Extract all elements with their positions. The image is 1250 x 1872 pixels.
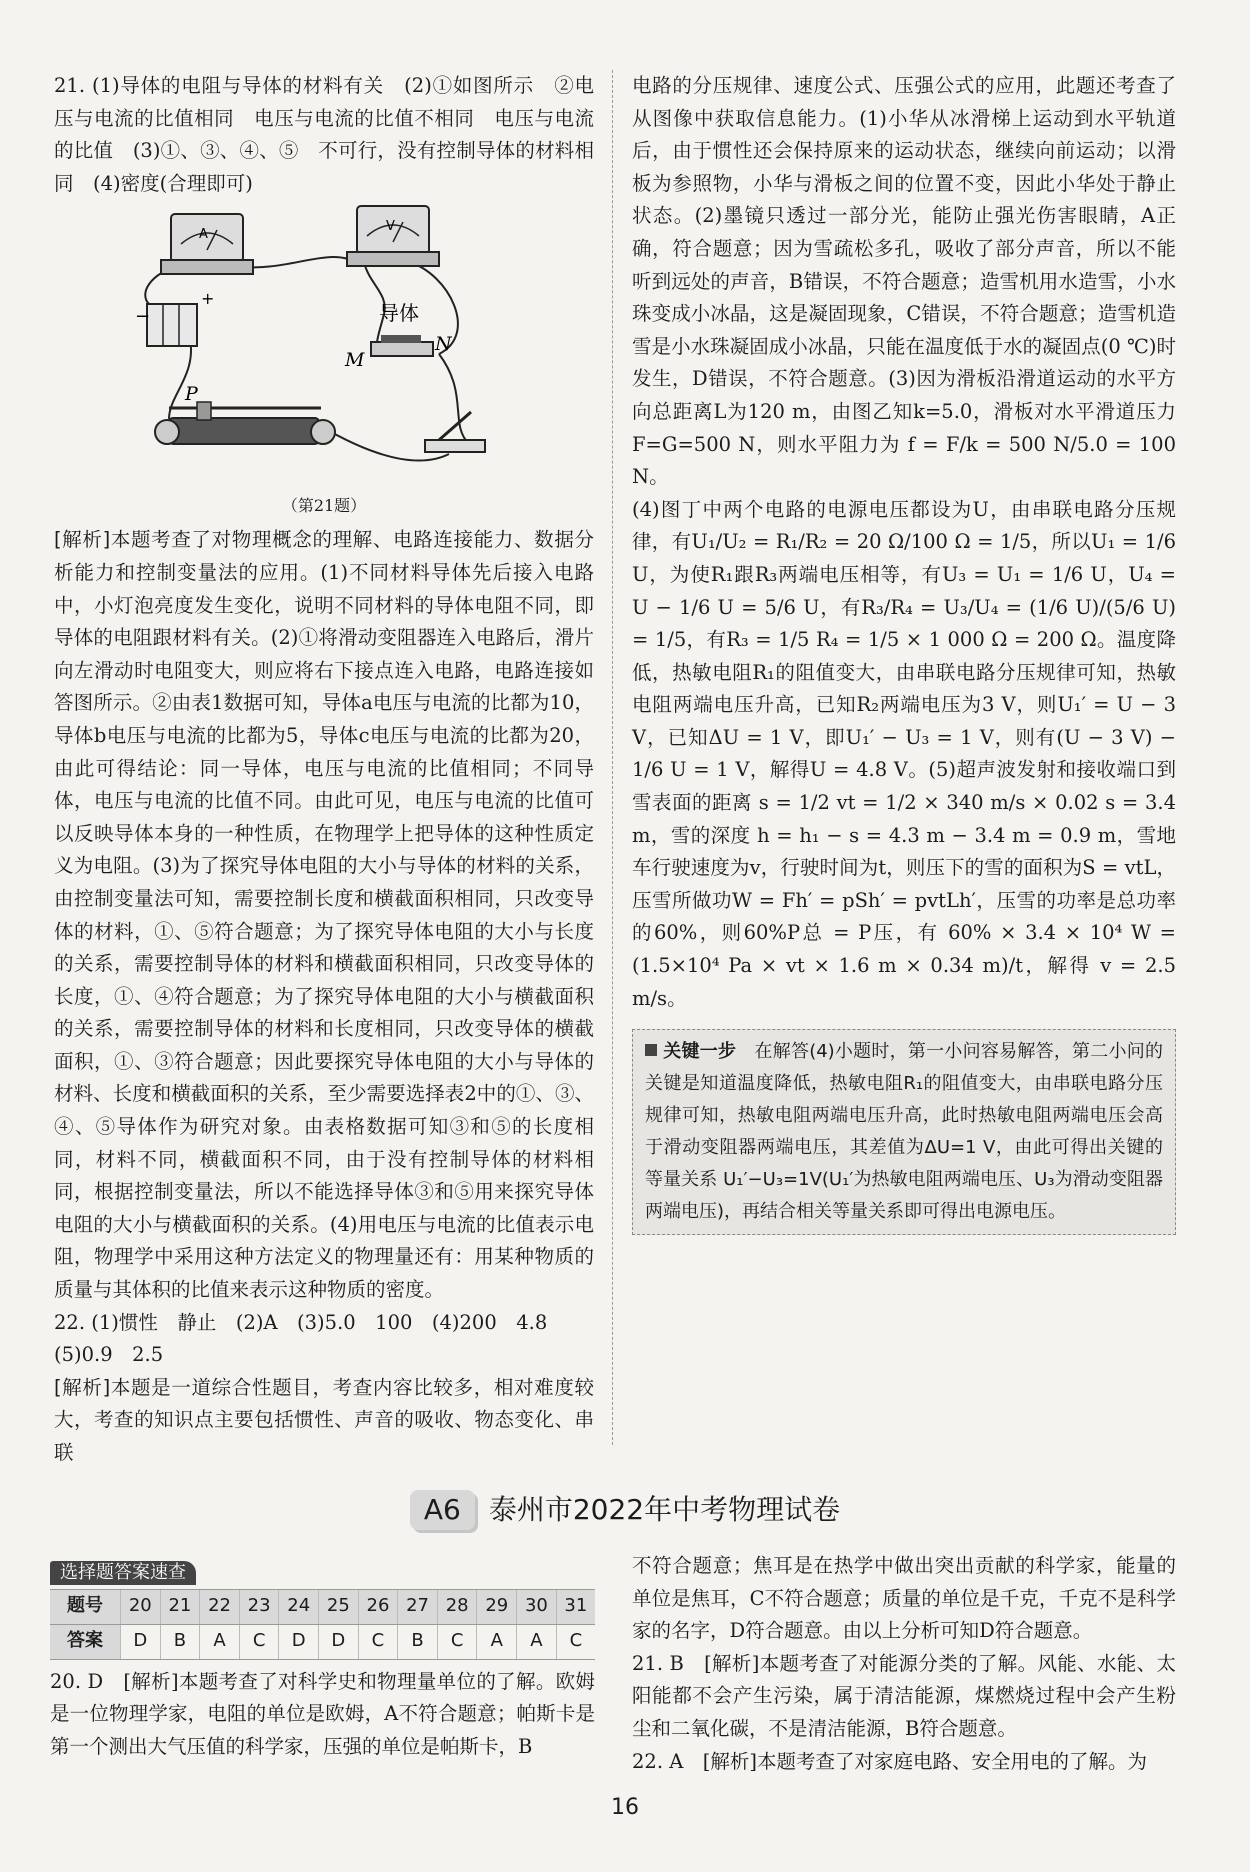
- ammeter-label: A: [199, 227, 208, 243]
- row-label-answers: 答案: [50, 1624, 121, 1659]
- answer-cell: D: [279, 1624, 319, 1659]
- question-number: 21: [160, 1589, 200, 1624]
- key-step-text: 在解答(4)小题时，第一小问容易解答，第二小问的关键是知道温度降低，热敏电阻R₁的阻值变大，由串联电路分压规律可知，热敏电阻两端电压升高，此时热敏电阻两端电压会高于滑动变阻器两端电压，其差值为ΔU=1 V，由此可得出关键的等量关系 U₁′−U₃=1V(U₁′为热敏电阻两端电压、U₃为滑动变阻器两端电压)，再结合相关等量关系即可得出电源电压。: [645, 1041, 1164, 1223]
- question-number: 22: [200, 1589, 240, 1624]
- q21-analysis: 本题考查了对物理概念的理解、电路连接能力、数据分析能力和控制变量法的应用。(1)不同材料导体先后接入电路中，小灯泡亮度发生变化，说明不同材料的导体电阻不同，即导体的电阻跟材料有关。(2)①将滑动变阻器连入电路后，滑片向左滑动时电阻变大，则应将右下接点连入电路，电路连接如答图所示。②由表1数据可知，导体a电压与电流的比都为10，导体b电压与电流的比都为5，导体c电压与电流的比都为20，由此可得结论：同一导体，电压与电流的比值相同；不同导体，电压与电流的比值不同。由此可见，电压与电流的比值可以反映导体本身的一种性质，在物理学上把导体的这种性质定义为电阻。(3)为了探究导体电阻的大小与导体的材料的关系，由控制变量法可知，需要控制长度和横截面积相同，只改变导体的材料，①、⑤符合题意；为了探究导体电阻的大小与长度的关系，需要控制导体的材料和横截面积相同，只改变导体的长度，①、④符合题意；为了探究导体电阻的大小与横截面积的关系，需要控制导体的材料和长度相同，只改变导体的横截面积，①、③符合题意；因此要探究导体电阻的大小与导体的材料、长度和横截面积的关系，至少需要选择表2中的①、③、④、⑤导体作为研究对象。由表格数据可知③和⑤的长度相同，材料不同，横截面积不同，由于没有控制导体的材料相同，根据控制变量法，所以不能选择导体③和⑤用来探究导体电阻的大小与横截面积的关系。(4)用电压与电流的比值表示电阻，物理学中采用这种方法定义的物理量还有：用某种物质的质量与其体积的比值来表示这种物质的密度。: [54, 528, 594, 1302]
- answer-cell: C: [239, 1624, 279, 1659]
- question-number: 30: [517, 1589, 557, 1624]
- q21-answer: 21. (1)导体的电阻与导体的材料有关 (2)①如图所示 ②电压与电流的比值相同 电压与电流的比值不相同 电压与电流的比值 (3)①、③、④、⑤ 不可行，没有控制导体的材料相同 (4)密度(合理即可): [54, 74, 594, 195]
- key-step-title: 关键一步: [663, 1041, 737, 1063]
- question-number: 26: [358, 1589, 398, 1624]
- figure-caption: （第21题）: [281, 496, 367, 516]
- answer-cell: B: [160, 1624, 200, 1659]
- answer-table-row-answers: [50, 1624, 595, 1659]
- q21-analysis-a6: 21. B [解析]本题考查了对能源分类的了解。风能、水能、太阳能都不会产生污染，属于清洁能源，煤燃烧过程中会产生粉尘和二氧化碳，不是清洁能源，B符合题意。: [632, 1651, 1176, 1740]
- question-number: 23: [239, 1589, 279, 1624]
- voltmeter-label: V: [386, 219, 395, 235]
- question-number: 28: [437, 1589, 477, 1624]
- column-divider: [612, 70, 613, 1445]
- key-step-box: [632, 1029, 1176, 1235]
- question-number: 27: [398, 1589, 438, 1624]
- voltmeter: [347, 206, 439, 266]
- answer-cell: A: [477, 1624, 517, 1659]
- switch: [425, 412, 485, 452]
- point-m-label: M: [345, 349, 365, 372]
- point-p-label: P: [185, 383, 198, 406]
- answer-cell: B: [398, 1624, 438, 1659]
- q22-answer-line2: (5)0.9 2.5: [54, 1343, 164, 1367]
- battery: [147, 304, 197, 346]
- q22-analysis: 本题是一道综合性题目，考查内容比较多，相对难度较大，考查的知识点主要包括惯性、声音的吸收、物态变化、串联: [54, 1375, 594, 1464]
- section-title: 泰州市2022年中考物理试卷: [488, 1493, 841, 1526]
- question-number: 31: [556, 1589, 595, 1624]
- bottom-left-column: [50, 1556, 595, 1763]
- q20-analysis: 20. D [解析]本题考查了对科学史和物理量单位的了解。欧姆是一位物理学家，电阻的单位是欧姆，A不符合题意；帕斯卡是第一个测出大气压值的科学家，压强的单位是帕斯卡，B: [50, 1669, 595, 1758]
- point-n-label: N: [435, 333, 452, 356]
- answer-cell: A: [200, 1624, 240, 1659]
- answer-cell: C: [358, 1624, 398, 1659]
- answer-table: [50, 1589, 595, 1660]
- q22-analysis-part4: (4)图丁中两个电路的电源电压都设为U，由串联电路分压规律，有U₁/U₂ = R₁/R₂ = 20 Ω/100 Ω = 1/5，所以U₁ = 1/6 U，为使R₁跟R₃两端电压相等，有U₃ = U₁ = 1/6 U，U₄ = U − 1/6 U = 5/6 U，有R₃/R₄ = U₃/U₄ = (1/6 U)/(5/6 U) = 1/5，有R₃ = 1/5 R₄ = 1/5 × 1 000 Ω = 200 Ω。温度降低，热敏电阻R₁的阻值变大，由串联电路分压规律可知，热敏电阻两端电压升高，已知R₂两端电压为3 V，则U₁′ = U − 3 V，已知ΔU = 1 V，即U₁′ − U₃ = 1 V，则有(U − 3 V) − 1/6 U = 1 V，解得U = 4.8 V。(5)超声波发射和接收端口到雪表面的距离 s = 1/2 vt = 1/2 × 340 m/s × 0.02 s = 3.4 m，雪的深度 h = h₁ − s = 4.3 m − 3.4 m = 0.9 m，雪地车行驶速度为v，行驶时间为t，则压下的雪的面积为S = vtL，压雪所做功W = Fh′ = pSh′ = pvtLh′，压雪的功率是总功率的60%，则60%P总 = P压，有 60% × 3.4 × 10⁴ W = (1.5×10⁴ Pa × vt × 1.6 m × 0.34 m)/t，解得 v = 2.5 m/s。: [632, 497, 1176, 1010]
- page-number: 16: [611, 1795, 639, 1820]
- q20-analysis-continued: 不符合题意；焦耳是在热学中做出突出贡献的科学家，能量的单位是焦耳，C不符合题意；质量的单位是千克，千克不是科学家的名字，D符合题意。由以上分析可知D符合题意。: [632, 1554, 1176, 1643]
- left-column: [54, 70, 594, 1470]
- answer-cell: D: [319, 1624, 359, 1659]
- row-label-numbers: 题号: [50, 1589, 121, 1624]
- conductor-label: 导体: [379, 301, 419, 326]
- key-step-icon: [645, 1044, 657, 1056]
- conductor: [371, 335, 433, 356]
- battery-plus: +: [201, 289, 215, 309]
- section-badge: A6: [410, 1490, 475, 1530]
- q22-analysis-continued: 电路的分压规律、速度公式、压强公式的应用，此题还考查了从图像中获取信息能力。(1)小华从冰滑梯上运动到水平轨道后，由于惯性还会保持原来的运动状态，继续向前运动；以滑板为参照物，小华与滑板之间的位置不变，因此小华处于静止状态。(2)墨镜只透过一部分光，能防止强光伤害眼睛，A正确，符合题意；因为雪疏松多孔，吸收了部分声音，所以不能听到远处的声音，B错误，不符合题意；造雪机用水造雪，小水珠变成小冰晶，这是凝固现象，C错误，不符合题意；造雪机造雪是小水珠凝固成小冰晶，只能在温度低于水的凝固点(0 ℃)时发生，D错误，不符合题意。(3)因为滑板沿滑道运动的水平方向总距离L为120 m，由图乙知k=5.0，滑板对水平滑道压力F=G=500 N，则水平阻力为 f = F/k = 500 N/5.0 = 100 N。: [632, 74, 1176, 489]
- question-number: 29: [477, 1589, 517, 1624]
- analysis-tag: [解析]: [54, 528, 111, 552]
- circuit-figure: [109, 204, 539, 524]
- question-number: 24: [279, 1589, 319, 1624]
- question-number: 25: [319, 1589, 359, 1624]
- bottom-right-column: [632, 1550, 1176, 1778]
- q22-analysis-a6: 22. A [解析]本题考查了对家庭电路、安全用电的了解。为: [632, 1749, 1148, 1773]
- analysis-tag: [解析]: [54, 1375, 111, 1399]
- circuit-diagram: [109, 204, 539, 504]
- answer-table-row-numbers: [50, 1589, 595, 1624]
- right-column: [632, 70, 1176, 1235]
- answer-table-title: 选择题答案速查: [50, 1561, 196, 1585]
- q22-answer-line1: 22. (1)惯性 静止 (2)A (3)5.0 100 (4)200 4.8: [54, 1310, 548, 1334]
- rheostat: [155, 402, 335, 444]
- answer-cell: C: [437, 1624, 477, 1659]
- section-header: [0, 1490, 1250, 1530]
- ammeter: [161, 214, 253, 274]
- answer-cell: C: [556, 1624, 595, 1659]
- battery-minus: −: [135, 306, 151, 328]
- answer-cell: A: [517, 1624, 557, 1659]
- question-number: 20: [121, 1589, 161, 1624]
- answer-cell: D: [121, 1624, 161, 1659]
